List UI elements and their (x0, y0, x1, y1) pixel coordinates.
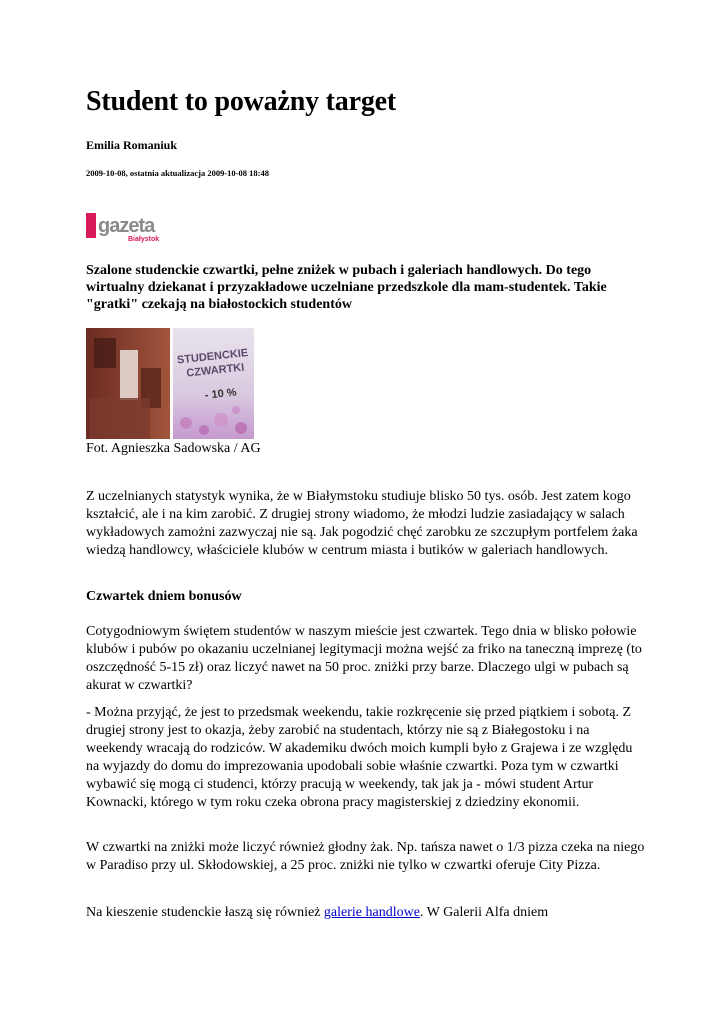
photo-sign-line1: STUDENCKIE (176, 347, 249, 367)
paragraph-5-text-end: . W Galerii Alfa dniem (419, 905, 549, 920)
article-lead: Szalone studenckie czwartki, pełne zniżek w pubach i galeriach handlowych. Do tego wirtualny dziekanat i przyzakładowe uczelniane przedszkole dla mam-studentek. Takie "gratki" czekają na białostockich studentów (86, 263, 607, 312)
article-photo (86, 328, 254, 439)
article-paragraph-4: W czwartki na zniżki może liczyć również głodny żak. Np. tańsza nawet o 1/3 pizza czeka na niego w Paradiso przy ul. Skłodowskiej, a 25 proc. zniżki nie tylko w czwartki oferuje City Pizza. (86, 840, 645, 873)
logo-subtitle: Białystok (128, 236, 160, 243)
article-paragraph-1: Z uczelnianych statystyk wynika, że w Białymstoku studiuje blisko 50 tys. osób. Jest zatem kogo kształcić, ale i na kim zarobić. Z drugiej strony wiadomo, że młodzi ludzie zasiadający w salach wykładowych zamożni zazwyczaj nie są. Jak pogodzić chęć zarobku ze szczupłym portfelem żaka wiedzą handlowcy, właściciele klubów w centrum miasta i butików w galeriach handlowych. (86, 489, 638, 558)
paragraph-5-text-start: Na kieszenie studenckie łaszą się również (86, 905, 324, 920)
article-paragraph-5 (86, 904, 646, 922)
photo-sign-line2: CZWARTKI (185, 361, 245, 380)
section-heading: Czwartek dniem bonusów (86, 589, 242, 604)
article-paragraph-3: - Można przyjąć, że jest to przedsmak weekendu, takie rozkręcenie się przed piątkiem i sobotą. Z drugiej strony jest to okazja, żeby zarobić na studentach, którzy nie są z Białegostoku i na weekendy wracają do rodziców. W akademiku dwóch moich kumpli było z Grajewa i ze względu na wyjazdy do domu do imprezowania upodobali sobie właśnie czwartki. Poza tym w czwartki wybawić się mogą ci studenci, którzy pracują w weekendy, tak jak ja - mówi student Artur Kownacki, którego w tym roku czeka obrona pracy magisterskiej z dziedziny ekonomii. (86, 705, 633, 810)
article-paragraph-2: Cotygodniowym świętem studentów w naszym mieście jest czwartek. Tego dnia w blisko połowie klubów i pubów po okazaniu uczelnianej legitymacji można wejść za friko na taneczną imprezę (to oszczędność 5-15 zł) oraz liczyć nawet na 50 proc. zniżki przy barze. Dlaczego ulgi w pubach są akurat w czwartki? (86, 624, 642, 693)
photo-caption: Fot. Agnieszka Sadowska / AG (86, 441, 261, 456)
logo-wordmark: gazeta (98, 215, 155, 237)
photo-sign-discount: - 10 % (204, 386, 238, 402)
article-dateline: 2009-10-08, ostatnia aktualizacja 2009-10-08 18:48 (86, 168, 269, 178)
gazeta-bialystok-logo (86, 210, 166, 244)
author-name: Emilia Romaniuk (86, 138, 178, 152)
article-title: Student to poważny target (86, 86, 396, 117)
galerie-handlowe-link[interactable]: galerie handlowe (323, 905, 420, 920)
